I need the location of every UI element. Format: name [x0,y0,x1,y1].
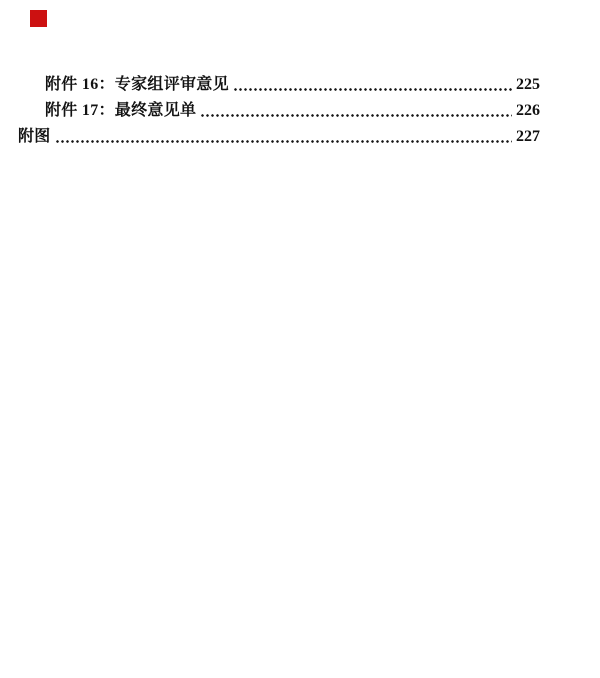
toc-entry-attachment-17[interactable] [18,98,540,124]
page-number: 225 [516,76,540,93]
dot-leader [55,140,512,143]
toc-entry-label: 附件 17：最终意见单 [45,102,197,119]
red-square-marker [30,10,47,27]
page-number: 226 [516,102,540,119]
page-number: 227 [516,128,540,145]
toc-entry-label: 附件 16：专家组评审意见 [45,76,229,93]
toc-entry-attachment-16[interactable] [18,72,540,98]
dot-leader [233,88,512,91]
table-of-contents [18,72,540,150]
dot-leader [200,114,512,117]
toc-entry-label: 附图 [18,128,51,145]
toc-entry-attached-figures[interactable] [18,124,540,150]
